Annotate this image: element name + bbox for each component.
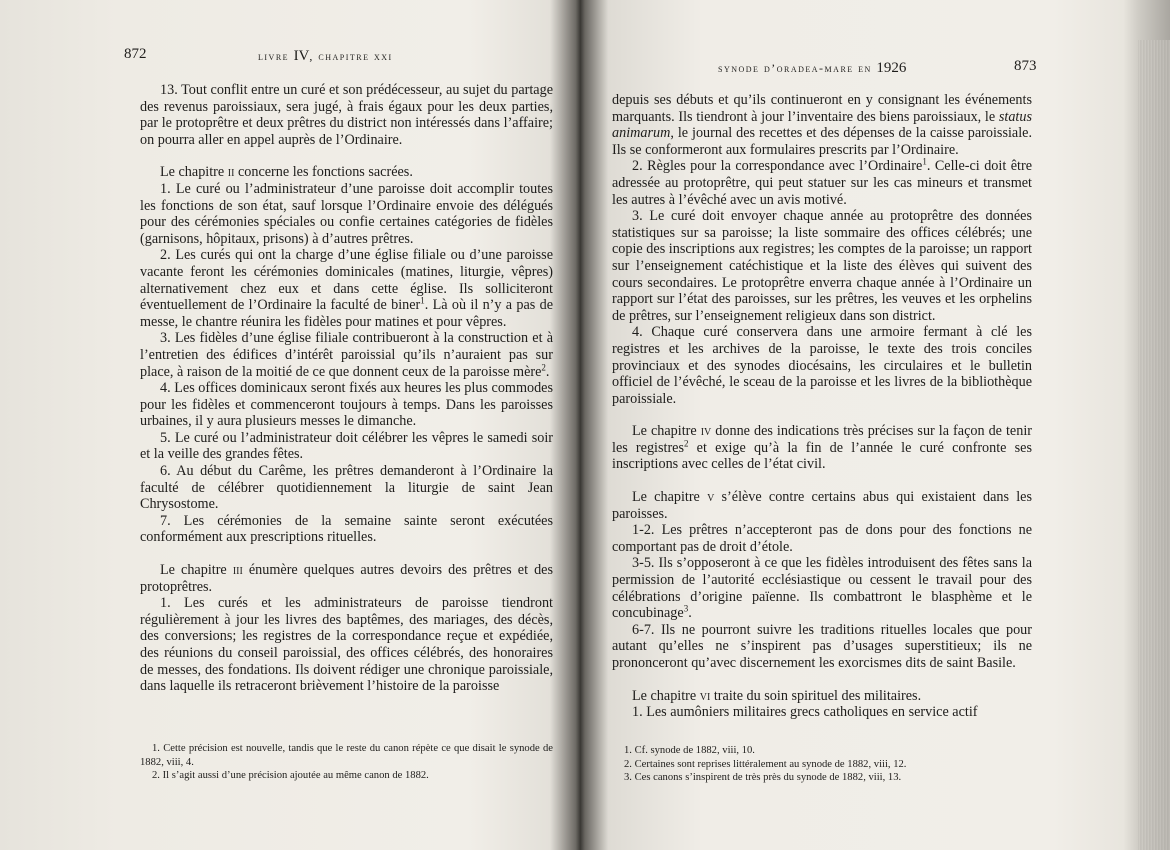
chapter-6-intro: Le chapitre vi traite du soin spirituel des militaires.	[632, 687, 922, 704]
chapter-2-item-6: 6. Au début du Carême, les prêtres demanderont à l’Ordinaire la faculté de célébrer quotidiennement la liturgie de saint Jean Chrysostome.	[140, 463, 553, 513]
footnote-ref-2: 2	[541, 361, 546, 372]
chapter-3-item-3: 3. Le curé doit envoyer chaque année au protoprêtre des données statistiques sur sa paroisse; la liste sommaire des offices célébrés; une copie des inscriptions aux registres; les comptes de la paroisse; un rapport sur l’enseignement catéchistique et la liste des élèves qui suivent des cours secondaires. Le protoprêtre enverra chaque année à l’Ordinaire un rapport sur l’état des paroisses, sur les prêtres, les veuves et les orphelins de prêtres, sur l’enseignement religieux dans son district.	[612, 208, 1032, 324]
footnote-ref-1: 1	[420, 295, 425, 306]
chapter-5-intro: Le chapitre v s’élève contre certains abus qui existaient dans les paroisses.	[612, 489, 1032, 522]
chapter-6-item-1: 1. Les aumôniers militaires grecs catholiques en service actif	[632, 704, 978, 721]
paragraph-13: 13. Tout conflit entre un curé et son prédécesseur, au sujet du partage des revenus paroissiaux, sera jugé, à frais égaux pour les deux parties, par le protoprêtre et deux prêtres du district non intéressés dans l’affaire; on pourra aller en appel auprès de l’Ordinaire.	[140, 82, 553, 148]
chapter-2-item-5: 5. Le curé ou l’administrateur doit célébrer les vêpres le samedi soir et la veille des grandes fêtes.	[140, 429, 553, 463]
chapter-5-items-1-2: 1-2. Les prêtres n’accepteront pas de dons pour des fonctions ne comportant pas de droit d’étole.	[612, 522, 1032, 555]
footnote-3: 3. Ces canons s’inspirent de très près du synode de 1882, viii, 13.	[624, 772, 902, 784]
chapter-2-item-3: 3. Les fidèles d’une église filiale contribueront à la construction et à l’entretien des édifices d’intérêt paroissial qu’ils n’auraient pas sur place, à raison de la moitié de ce que donnent ceux de la paroisse mère$^2$.	[140, 330, 553, 380]
chapter-5-items-3-5: 3-5. Ils s’opposeront à ce que les fidèles introduisent des fêtes sans la permission de l’autorité ecclésiastique ou cessent le travail pour des célébrations d’origine païenne. Ils combattront le blasphème et le concubinage$^3$.	[612, 555, 1032, 622]
chapter-2-item-4: 4. Les offices dominicaux seront fixés aux heures les plus commodes pour les fidèles et commenceront toujours à temps. Dans les paroisses urbaines, il y aura plusieurs messes le dimanche.	[140, 380, 553, 430]
footnote-ref-3: 3	[683, 603, 689, 614]
running-head-left: livre IV, chapitre xxi	[258, 48, 393, 64]
footnote-2: 2. Il s’agit aussi d’une précision ajoutée au même canon de 1882.	[152, 770, 429, 782]
footnote-1: 1. Cette précision est nouvelle, tandis que le reste du canon répète ce que disait le synode de 1882, viii, 4.	[140, 743, 553, 768]
chapter-5-items-6-7: 6-7. Ils ne pourront suivre les traditions rituelles locales que pour autant qu’elles ne s’inspirent pas d’usages superstitieux; ils ne prononceront qu’avec discernement les exorcismes dits de saint Basile.	[612, 621, 1032, 671]
right-footnotes	[612, 744, 1022, 785]
left-page	[0, 0, 575, 850]
footnote-ref-1: 1	[922, 156, 927, 167]
chapter-2-item-1: 1. Le curé ou l’administrateur d’une paroisse doit accomplir toutes les fonctions de son état, sauf lorsque l’Ordinaire envoie des délégués pour des cérémonies spéciales ou confie certaines catégories de fidèles (garnisons, hôpitaux, prisons) à d’autres prêtres.	[140, 180, 553, 247]
chapter-3-intro: Le chapitre iii énumère quelques autres devoirs des prêtres et des protoprêtres.	[140, 562, 554, 595]
left-main-text	[140, 82, 553, 695]
chapter-3-item-1-continued: depuis ses débuts et qu’ils continueront en y consignant les événements marquants. Ils tiendront à jour l’inventaire des biens paroissiaux, le status animarum, le journal des recettes et des dépenses de la caisse paroissiale. Ils se conformeront aux formulaires prescrits par l’Ordinaire.	[612, 92, 1032, 158]
chapter-3-item-2: 2. Règles pour la correspondance avec l’Ordinaire$^1$. Celle-ci doit être adressée au protoprêtre, qui peut statuer sur les cas mineurs et transmet les autres à l’évêché avec un avis motivé.	[612, 156, 1032, 208]
running-head-right: synode d’oradea-mare en 1926	[718, 60, 907, 76]
chapter-4-intro: Le chapitre iv donne des indications très précises sur la façon de tenir les registres$^2$ et exige qu’à la fin de l’année le curé confronte ses inscriptions avec celles de l’état civil.	[612, 423, 1032, 473]
chapter-3-item-4: 4. Chaque curé conservera dans une armoire fermant à clé les registres et les archives de la paroisse, le texte des trois conciles provinciaux et des synodes diocésains, les circulaires et le bulletin officiel de l’évêché, le sceau de la paroisse et les livres de la bibliothèque paroissiale.	[612, 324, 1032, 407]
footnote-2: 2. Certaines sont reprises littéralement au synode de 1882, viii, 12.	[624, 758, 907, 770]
chapter-2-item-7: 7. Les cérémonies de la semaine sainte seront exécutées conformément aux prescriptions rituelles.	[140, 512, 553, 546]
page-edges	[1138, 40, 1170, 850]
page-number-right: 873	[1014, 58, 1037, 74]
right-page	[578, 0, 1170, 850]
chapter-3-item-1: 1. Les curés et les administrateurs de paroisse tiendront régulièrement à jour les livres des baptêmes, des mariages, des décès, des conversions; les registres de la correspondance reçue et expédiée, des réunions du conseil paroissial, des offices célébrés, des honoraires de messes, des fondations. Ils doivent rédiger une chronique paroissiale, dans laquelle ils retraceront brièvement l’histoire de la paroisse	[140, 595, 553, 695]
left-footnotes	[140, 742, 553, 783]
footnote-1: 1. Cf. synode de 1882, viii, 10.	[624, 745, 755, 756]
right-main-text	[612, 92, 1032, 721]
footnote-ref-2: 2	[684, 438, 689, 449]
chapter-2-item-2: 2. Les curés qui ont la charge d’une église filiale ou d’une paroisse vacante feront les cérémonies dominicales (matines, liturgie, vêpres) alternativement chez eux et dans cette église. Ils solliciteront éventuellement de l’Ordinaire la faculté de biner$^1$. Là où il n’y a pas de messe, le chantre réunira les fidèles pour matines et pour vêpres.	[140, 247, 553, 330]
page-number-left: 872	[124, 46, 147, 62]
chapter-2-intro: Le chapitre ii concerne les fonctions sacrées.	[160, 164, 413, 181]
